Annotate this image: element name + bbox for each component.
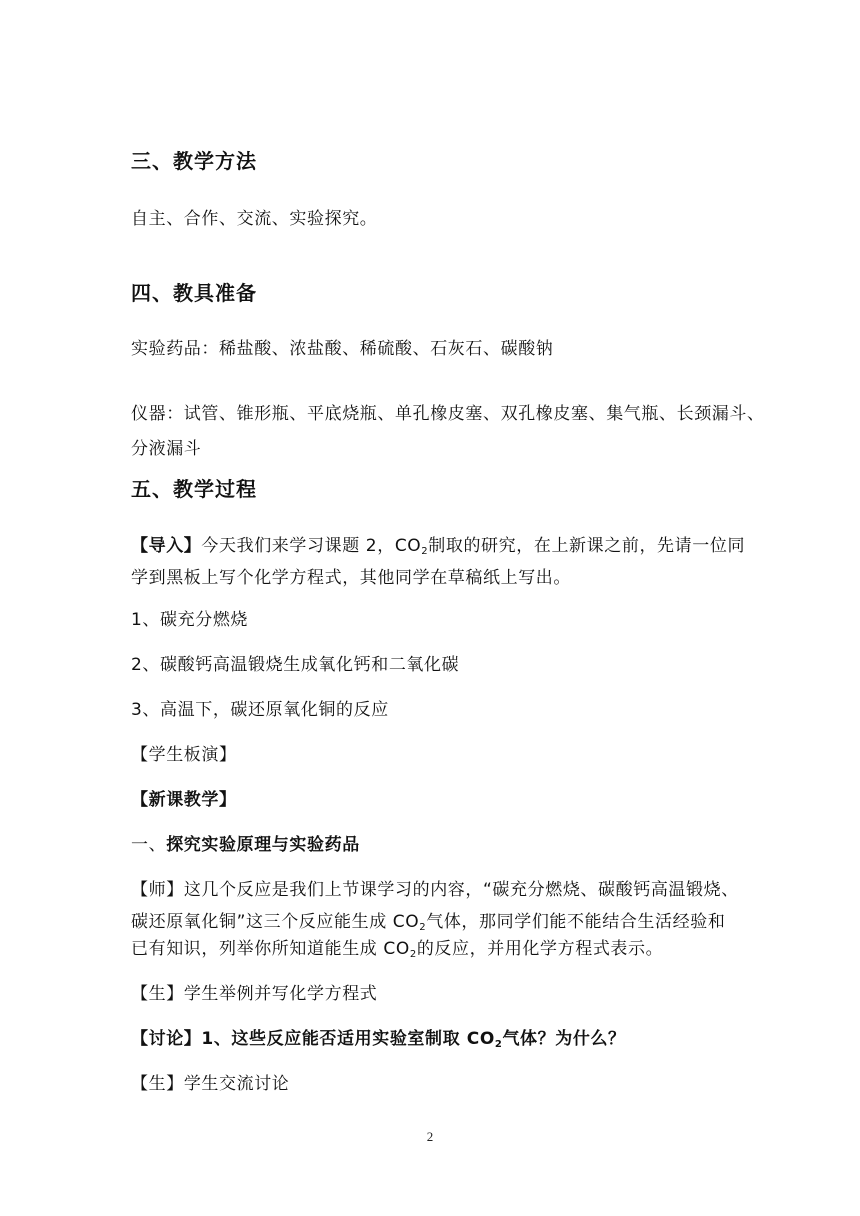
student-text-1: 学生举例并写化学方程式 (183, 984, 378, 1004)
discussion-subscript: 2 (494, 1039, 503, 1050)
intro-text-b: 制取的研究，在上新课之前，先请一位同 (428, 536, 746, 556)
intro-paragraph-line-2: 学到黑板上写个化学方程式，其他同学在草稿纸上写出。 (131, 568, 571, 588)
subheading-1-text: 探究实验原理与实验药品 (166, 835, 360, 855)
teacher-text-3b: 的反应，并用化学方程式表示。 (416, 939, 664, 959)
discussion-tag: 【讨论】 (131, 1029, 202, 1049)
subheading-1-prefix: 一、 (131, 835, 167, 855)
intro-paragraph-line-1 (131, 534, 745, 558)
list-item-3: 3、高温下，碳还原氧化铜的反应 (131, 700, 389, 720)
section-4-heading: 四、教具准备 (131, 281, 257, 305)
new-lesson-label: 【新课教学】 (131, 790, 237, 810)
discussion-text-a: 1、这些反应能否适用实验室制取 CO (201, 1029, 495, 1049)
student-tag-2: 【生】 (131, 1074, 184, 1094)
student-tag-1: 【生】 (131, 984, 184, 1004)
teacher-paragraph-line-3 (131, 937, 663, 961)
student-demo-label: 【学生板演】 (131, 745, 237, 765)
student-text-2: 学生交流讨论 (183, 1074, 290, 1094)
list-item-1: 1、碳充分燃烧 (131, 610, 249, 630)
teacher-subscript-3: 2 (409, 949, 417, 960)
teacher-text-2b: 气体，那同学们能不能结合生活经验和 (426, 912, 726, 932)
subheading-1 (131, 833, 360, 857)
teacher-tag: 【师】 (131, 880, 184, 900)
section-3-heading: 三、教学方法 (131, 149, 257, 173)
intro-subscript: 2 (421, 546, 429, 557)
teacher-subscript-2: 2 (419, 922, 427, 933)
teacher-paragraph-line-2 (131, 910, 725, 934)
section-3-body: 自主、合作、交流、实验探究。 (131, 209, 378, 229)
student-response-1 (131, 982, 377, 1006)
intro-tag: 【导入】 (131, 536, 202, 556)
teacher-text-2a: 碳还原氧化铜”这三个反应能生成 CO (131, 912, 420, 932)
intro-text-a: 今天我们来学习课题 2，CO (201, 536, 422, 556)
discussion-text-b: 气体？为什么？ (502, 1029, 626, 1049)
section-5-heading: 五、教学过程 (131, 477, 257, 501)
teacher-paragraph-line-1 (131, 878, 739, 902)
reagents-line: 实验药品：稀盐酸、浓盐酸、稀硫酸、石灰石、碳酸钠 (131, 339, 554, 359)
teacher-text-3a: 已有知识，列举你所知道能生成 CO (131, 939, 410, 959)
list-item-2: 2、碳酸钙高温锻烧生成氧化钙和二氧化碳 (131, 655, 460, 675)
teacher-text-1: 这几个反应是我们上节课学习的内容，“碳充分燃烧、碳酸钙高温锻烧、 (183, 880, 739, 900)
instruments-line-2: 分液漏斗 (131, 439, 202, 459)
discussion-question (131, 1027, 626, 1051)
page-number: 2 (426, 1129, 434, 1144)
student-response-2 (131, 1072, 289, 1096)
instruments-line-1: 仪器：试管、锥形瓶、平底烧瓶、单孔橡皮塞、双孔橡皮塞、集气瓶、长颈漏斗、 (131, 404, 765, 424)
